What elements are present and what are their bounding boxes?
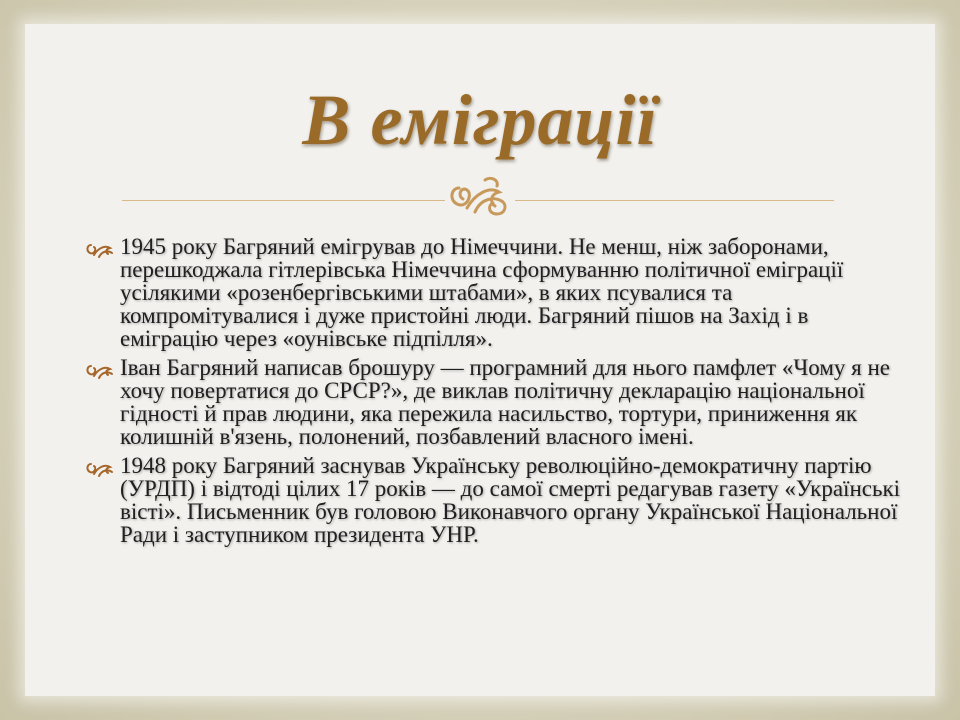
list-item [83,356,903,448]
list-item [83,454,903,546]
bullet-text: 1945 року Багряний емігрував до Німеччини. Не менш, ніж заборонами, перешкоджала гітлерівська Німеччина сформуванню політичної еміграції усілякими «розенбергівськими штабами», в яких псувалися та компромітувалися і дуже пристойні люди. Багряний пішов на Захід і в еміграцію через «оунівське підпілля». [120,234,844,351]
bullet-list [83,235,903,552]
swirl-bullet-icon [85,360,115,380]
list-item [83,235,903,350]
bullet-text: 1948 року Багряний заснував Українську революційно-демократичну партію (УРДП) і відтоді цілих 17 років — до самої смерті редагував газету «Українські вісті». Письменник був головою Виконавчого органу Української Національної Ради і заступником президента УНР. [120,453,901,547]
swirl-bullet-icon [85,239,115,259]
slide-title: В еміграції [302,80,658,160]
ornament-swirl-icon [445,172,515,224]
swirl-bullet-icon [85,458,115,478]
slide [25,24,935,696]
bullet-text: Іван Багряний написав брошуру — програмний для нього памфлет «Чому я не хочу повертатися до СРСР?», де виклав політичну декларацію національної гідності й прав людини, яка пережила насильство, тортури, приниження як колишній в'язень, полонений, позбавлений власного імені. [120,355,890,449]
